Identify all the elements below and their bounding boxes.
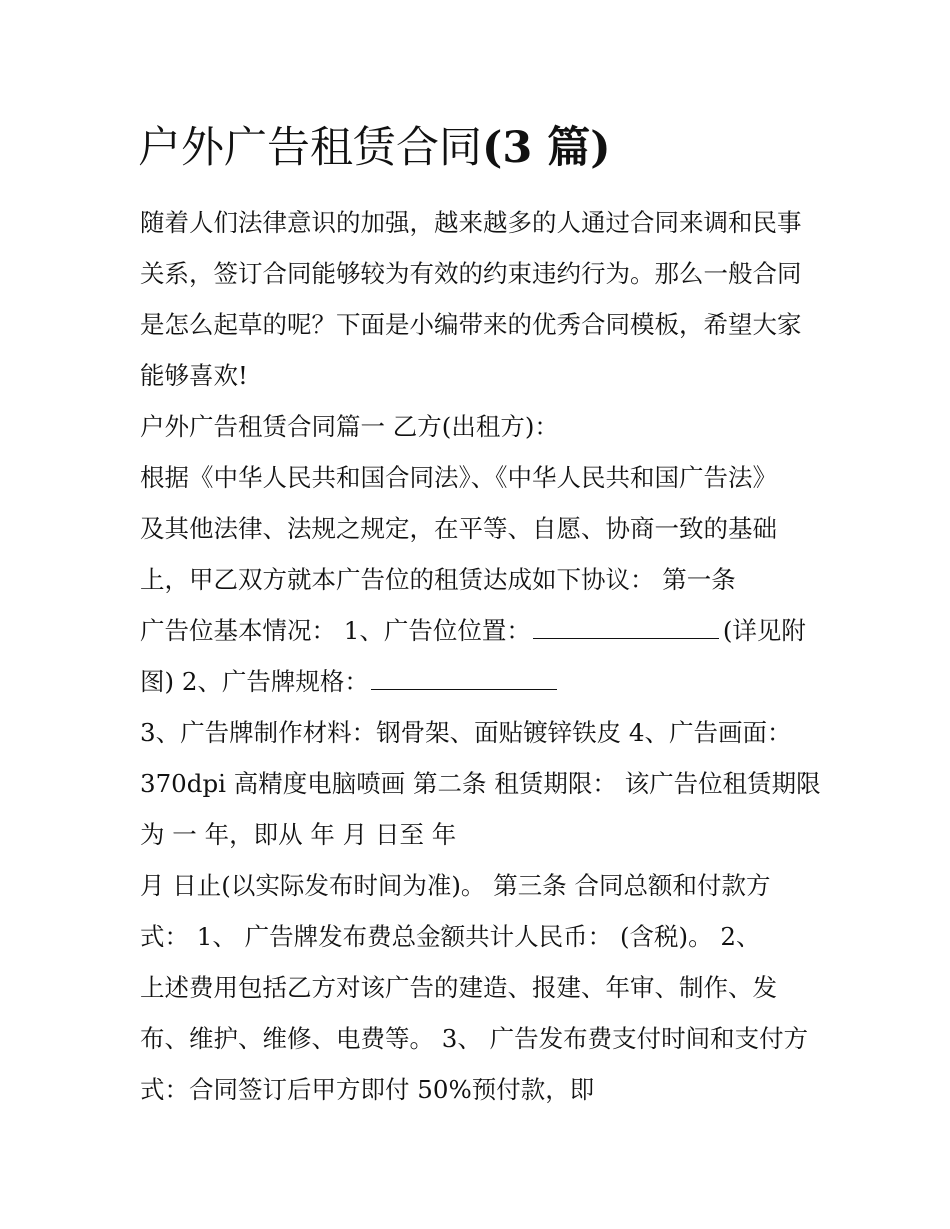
document-title (138, 118, 611, 178)
section-heading-line: 户外广告租赁合同篇一 乙方(出租方)： (140, 412, 559, 441)
paragraph-line-with-blank (140, 614, 806, 648)
line-text: 广告位基本情况： 1、广告位位置： (140, 616, 531, 645)
paragraph-line: 关系，签订合同能够较为有效的约束违约行为。那么一般合同 (140, 259, 802, 288)
paragraph-line: 370dpi 高精度电脑喷画 第二条 租赁期限： 该广告位租赁期限 (140, 769, 821, 798)
fill-in-blank-spec (371, 667, 557, 690)
paragraph-line: 能够喜欢! (140, 361, 248, 390)
line-text: 图) 2、广告牌规格： (140, 667, 369, 696)
paragraph-line: 上，甲乙双方就本广告位的租赁达成如下协议： 第一条 (140, 565, 736, 594)
fill-in-blank-location (533, 616, 719, 639)
paragraph-line: 式： 1、 广告牌发布费总金额共计人民币： (含税)。 2、 (140, 922, 761, 951)
paragraph-line: 布、维护、维修、电费等。 3、 广告发布费支付时间和支付方 (140, 1024, 809, 1053)
paragraph-line-with-blank (140, 665, 561, 699)
paragraph-line: 及其他法律、法规之规定，在平等、自愿、协商一致的基础 (140, 514, 777, 543)
paragraph-line: 月 日止(以实际发布时间为准)。 第三条 合同总额和付款方 (140, 871, 771, 900)
paragraph-line: 上述费用包括乙方对该广告的建造、报建、年审、制作、发 (140, 973, 777, 1002)
paragraph-line: 3、广告牌制作材料：钢骨架、面贴镀锌铁皮 4、广告画面： (140, 718, 792, 747)
paragraph-line: 随着人们法律意识的加强，越来越多的人通过合同来调和民事 (140, 208, 802, 237)
paragraph-line: 为 一 年，即从 年 月 日至 年 (140, 820, 457, 849)
paragraph-line: 是怎么起草的呢？下面是小编带来的优秀合同模板，希望大家 (140, 310, 802, 339)
title-count: (3 篇) (482, 123, 611, 173)
paragraph-line: 式：合同签订后甲方即付 50%预付款，即 (140, 1075, 595, 1104)
line-text: (详见附 (722, 616, 806, 645)
title-main: 户外广告租赁合同 (138, 123, 482, 173)
paragraph-line: 根据《中华人民共和国合同法》、《中华人民共和国广告法》 (140, 463, 777, 492)
